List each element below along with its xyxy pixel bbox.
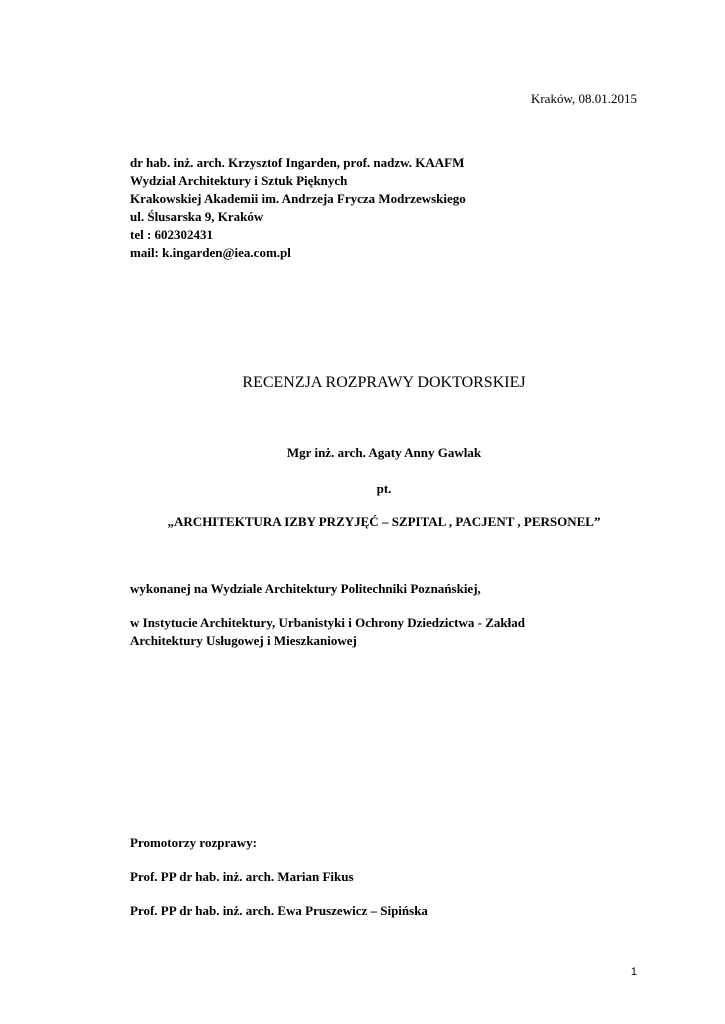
author-email-line: mail: k.ingarden@iea.com.pl [130,245,291,260]
subject-pt: pt. [376,481,392,496]
promoter-1: Prof. PP dr hab. inż. arch. Marian Fikus [130,869,354,884]
promoter-2: Prof. PP dr hab. inż. arch. Ewa Pruszewicz – Sipińska [130,903,428,918]
subject-name: Mgr inż. arch. Agaty Anny Gawlak [286,445,482,460]
author-phone-line: tel : 602302431 [130,227,214,242]
page-number: 1 [630,966,637,978]
faculty-line: wykonanej na Wydziale Architektury Politechniki Poznańskiej, [130,581,481,596]
author-block [130,154,466,262]
author-address-line: ul. Ślusarska 9, Kraków [130,209,264,224]
institute-line-1: w Instytucie Architektury, Urbanistyki i Ochrony Dziedzictwa - Zakład [130,615,525,630]
work-title: „ARCHITEKTURA IZBY PRZYJĘĆ – SZPITAL , PACJENT , PERSONEL” [167,514,601,529]
institute-line-2: Architektury Usługowej i Mieszkaniowej [130,633,357,648]
author-faculty-line: Wydział Architektury i Sztuk Pięknych [130,173,348,188]
document-title: RECENZJA ROZPRAWY DOKTORSKIEJ [242,374,526,391]
institute-block [130,614,525,650]
author-academy-line: Krakowskiej Akademii im. Andrzeja Frycza Modrzewskiego [130,191,466,206]
author-name-line: dr hab. inż. arch. Krzysztof Ingarden, prof. nadzw. KAAFM [130,155,465,170]
place-date: Kraków, 08.01.2015 [530,91,637,106]
promoters-label: Promotorzy rozprawy: [130,835,257,850]
